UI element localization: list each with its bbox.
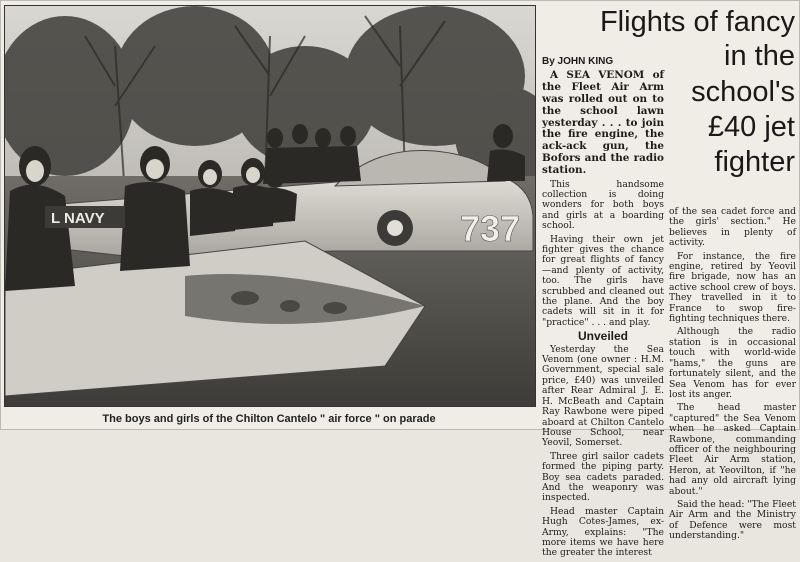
body-paragraph: Said the head: "The Fleet Air Arm and the Ministry of Defence were most understanding." [669,498,796,542]
tail-number: 737 [460,208,521,249]
article-column-2 [669,207,796,545]
lede-paragraph: A SEA VENOM of the Fleet Air Arm was rolled out on to the school lawn yesterday . . . to join the fire engine, the ack-ack gun, the Bofors and the radio station. [542,69,664,176]
subheading: Unveiled [577,329,628,344]
article-column-1 [542,57,664,562]
body-paragraph: Head master Captain Hugh Cotes-James, ex-Army, explains: "The more items we have here the greater the interest [542,505,664,559]
fuselage-marking: L NAVY [51,210,105,227]
body-paragraph: The head master "captured" the Sea Venom when he asked Captain Rawbone, commanding officer of the neighbouring Fleet Air Arm station, Heron, at Yeovilton, if "he had any old aircraft lying about." [669,402,796,497]
headline-line-2: in the [724,40,795,72]
body-paragraph: This handsome collection is doing wonders for both boys and girls at a boarding school. [542,178,664,232]
news-photo [4,5,536,407]
photo-illustration [5,6,535,406]
photo-caption: The boys and girls of the Chilton Cantelo " air force " on parade [102,413,436,425]
byline: By JOHN KING [542,56,614,67]
headline-line-5: fighter [714,146,795,178]
body-paragraph: Yesterday the Sea Venom (one owner : H.M. Government, special sale price, £40) was unveiled after Rear Admiral J. E. H. McBeath and Captain Ray Rawbone were piped aboard at Chilton Cantelo House School, near Yeovil, Somerset. [542,343,664,449]
body-paragraph: Having their own jet fighter gives the chance for great flights of fancy—and plenty of activity, too. The girls have scrubbed and cleaned out the plane. And the boy cadets will sit in it for "practice" . . . and play. [542,233,664,328]
body-paragraph: Three girl sailor cadets formed the piping party. Boy sea cadets paraded. And the weaponry was inspected. [542,450,664,504]
headline-line-3: school's [691,76,795,108]
body-paragraph: For instance, the fire engine, retired by Yeovil fire brigade, now has an active school crew of boys. They travelled in it to France to swop fire-fighting techniques there. [669,250,796,325]
body-paragraph: of the sea cadet force and the girls' section." He believes in plenty of activity. [669,206,796,249]
headline-line-1: Flights of fancy [599,6,795,38]
body-paragraph: Although the radio station is in occasional touch with world-wide "hams," the guns are fortunately silent, and the Sea Venom has for ever lost its anger. [669,326,796,400]
headline-line-4: £40 jet [707,111,795,143]
